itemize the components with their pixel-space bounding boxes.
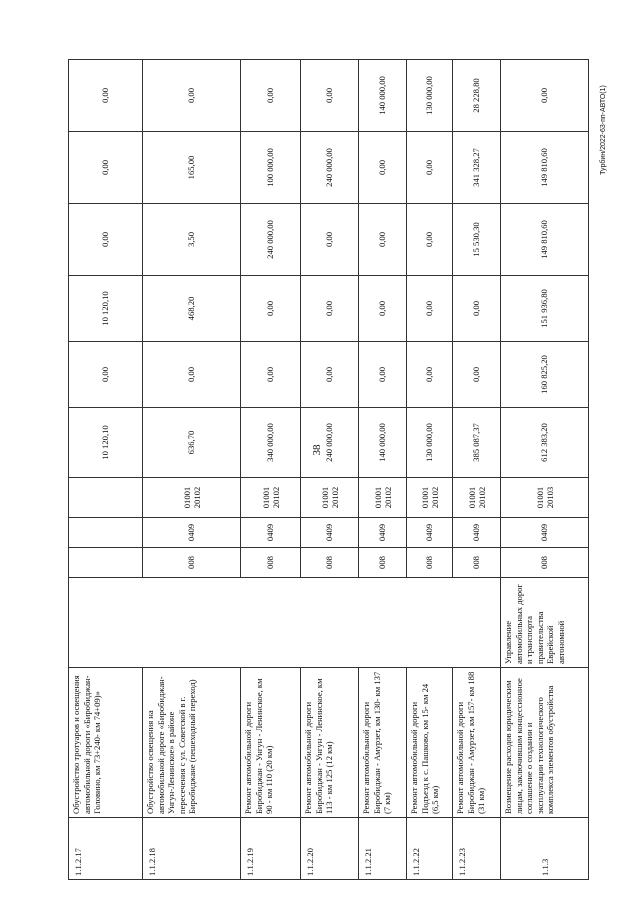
row-value-1: 612 383,20 xyxy=(501,408,589,478)
row-code: 1.1.2.23 xyxy=(453,818,501,880)
row-value-6: 0,00 xyxy=(301,60,359,132)
row-value-3: 0,00 xyxy=(241,276,301,342)
row-value-1: 10 120,10 xyxy=(69,408,143,478)
row-name: Возмещение расходов юридическим лицам, заключившим концессионное соглашение о создании и эксплуатации технологического комплекса элементов обустройства xyxy=(501,668,589,818)
row-value-2: 0,00 xyxy=(143,342,241,408)
row-rzpr: 0409 xyxy=(453,518,501,548)
row-rzpr: 0409 xyxy=(143,518,241,548)
row-value-6: 0,00 xyxy=(69,60,143,132)
row-csr: 01001 20103 xyxy=(501,478,589,518)
row-name: Обустройство освещения на автомобильной дороге «Биробиджан-Унгун-Ленинское» в районе пересечения с ул. Советской в г. Биробиджане (пешеходный переход) xyxy=(143,668,241,818)
row-value-6: 0,00 xyxy=(501,60,589,132)
row-value-1: 636,70 xyxy=(143,408,241,478)
row-value-4: 3,50 xyxy=(143,204,241,276)
row-value-1: 340 000,00 xyxy=(241,408,301,478)
row-rzpr: 0409 xyxy=(301,518,359,548)
row-value-4: 149 810,60 xyxy=(501,204,589,276)
row-grbs: 008 xyxy=(407,548,453,578)
page-number: 38 xyxy=(311,444,323,456)
row-code: 1.1.2.20 xyxy=(301,818,359,880)
row-value-6: 28 228,80 xyxy=(453,60,501,132)
row-value-5: 165,00 xyxy=(143,132,241,204)
row-value-2: 0,00 xyxy=(453,342,501,408)
row-csr: 01001 20102 xyxy=(359,478,407,518)
row-value-1: 130 000,00 xyxy=(407,408,453,478)
row-code: 1.1.2.18 xyxy=(143,818,241,880)
row-value-3: 10 120,10 xyxy=(69,276,143,342)
row-value-2: 0,00 xyxy=(69,342,143,408)
row-rzpr: 0409 xyxy=(241,518,301,548)
row-value-3: 0,00 xyxy=(359,276,407,342)
row-grbs: 008 xyxy=(143,548,241,578)
row-grbs: 008 xyxy=(301,548,359,578)
row-value-2: 0,00 xyxy=(407,342,453,408)
row-name: Ремонт автомобильной дороги Биробиджан - Амурзет, км 157- км 188 (31 км) xyxy=(453,668,501,818)
row-grbs: 008 xyxy=(501,548,589,578)
row-value-5: 0,00 xyxy=(359,132,407,204)
row-rzpr: 0409 xyxy=(407,518,453,548)
row-csr: 01001 20102 xyxy=(407,478,453,518)
row-org: Управление автомобильных дорог и транспорта правительства Еврейской автономной xyxy=(501,578,589,668)
row-value-3: 0,00 xyxy=(407,276,453,342)
document-code: Турбин/2022-63-пп-АВТО(1) xyxy=(600,85,607,175)
row-value-3: 0,00 xyxy=(453,276,501,342)
row-code: 1.1.2.22 xyxy=(407,818,453,880)
row-grbs: 008 xyxy=(241,548,301,578)
row-code: 1.1.2.17 xyxy=(69,818,143,880)
row-value-1: 240 000,00 xyxy=(301,408,359,478)
row-value-6: 130 000,00 xyxy=(407,60,453,132)
row-name: Обустройство тротуаров и освещения автомобильной дороги «Биробиджан-Головино, км 73+240- км 74+09)» xyxy=(69,668,143,818)
row-grbs xyxy=(69,548,143,578)
row-value-5: 100 000,00 xyxy=(241,132,301,204)
row-value-3: 468,20 xyxy=(143,276,241,342)
table-row xyxy=(407,60,453,880)
row-value-6: 0,00 xyxy=(241,60,301,132)
row-value-5: 0,00 xyxy=(69,132,143,204)
row-org xyxy=(69,578,501,668)
row-value-1: 385 087,37 xyxy=(453,408,501,478)
row-grbs: 008 xyxy=(453,548,501,578)
row-name: Ремонт автомобильной дороги Биробиджан - Унгун - Ленинское, км 90 - км 110 (20 км) xyxy=(241,668,301,818)
table-row xyxy=(359,60,407,880)
table-row xyxy=(301,60,359,880)
row-csr xyxy=(69,478,143,518)
row-value-4: 0,00 xyxy=(359,204,407,276)
row-rzpr xyxy=(69,518,143,548)
row-value-2: 160 825,20 xyxy=(501,342,589,408)
row-csr: 01001 20102 xyxy=(241,478,301,518)
row-value-5: 341 328,27 xyxy=(453,132,501,204)
row-code: 1.1.2.21 xyxy=(359,818,407,880)
row-name: Ремонт автомобильной дороги Подъезд к с. Пашково, км 15- км 24 (6,5 км) xyxy=(407,668,453,818)
row-code: 1.1.2.19 xyxy=(241,818,301,880)
row-value-4: 15 530,30 xyxy=(453,204,501,276)
row-value-5: 149 810,60 xyxy=(501,132,589,204)
table-row xyxy=(453,60,501,880)
row-name: Ремонт автомобильной дороги Биробиджан - Унгун - Ленинское, км 113 - км 125 (12 км) xyxy=(301,668,359,818)
row-csr: 01001 20102 xyxy=(301,478,359,518)
row-value-6: 140 000,00 xyxy=(359,60,407,132)
row-value-1: 140 000,00 xyxy=(359,408,407,478)
row-value-4: 240 000,00 xyxy=(241,204,301,276)
row-value-6: 0,00 xyxy=(143,60,241,132)
row-csr: 01001 20102 xyxy=(143,478,241,518)
row-value-4: 0,00 xyxy=(69,204,143,276)
row-value-2: 0,00 xyxy=(241,342,301,408)
row-value-3: 151 936,80 xyxy=(501,276,589,342)
row-rzpr: 0409 xyxy=(359,518,407,548)
row-value-2: 0,00 xyxy=(359,342,407,408)
row-value-2: 0,00 xyxy=(301,342,359,408)
row-value-5: 240 000,00 xyxy=(301,132,359,204)
row-grbs: 008 xyxy=(359,548,407,578)
row-name: Ремонт автомобильной дороги Биробиджан - Амурзет, км 130- км 137 (7 км) xyxy=(359,668,407,818)
table-row xyxy=(143,60,241,880)
row-csr: 01001 20102 xyxy=(453,478,501,518)
row-value-5: 0,00 xyxy=(407,132,453,204)
row-value-4: 0,00 xyxy=(407,204,453,276)
row-code: 1.1.3 xyxy=(501,818,589,880)
table-row xyxy=(69,60,143,880)
row-value-3: 0,00 xyxy=(301,276,359,342)
budget-table xyxy=(68,59,589,880)
row-rzpr: 0409 xyxy=(501,518,589,548)
budget-table-rotated xyxy=(68,60,588,880)
row-value-4: 0,00 xyxy=(301,204,359,276)
table-row xyxy=(241,60,301,880)
table-row xyxy=(501,60,589,880)
